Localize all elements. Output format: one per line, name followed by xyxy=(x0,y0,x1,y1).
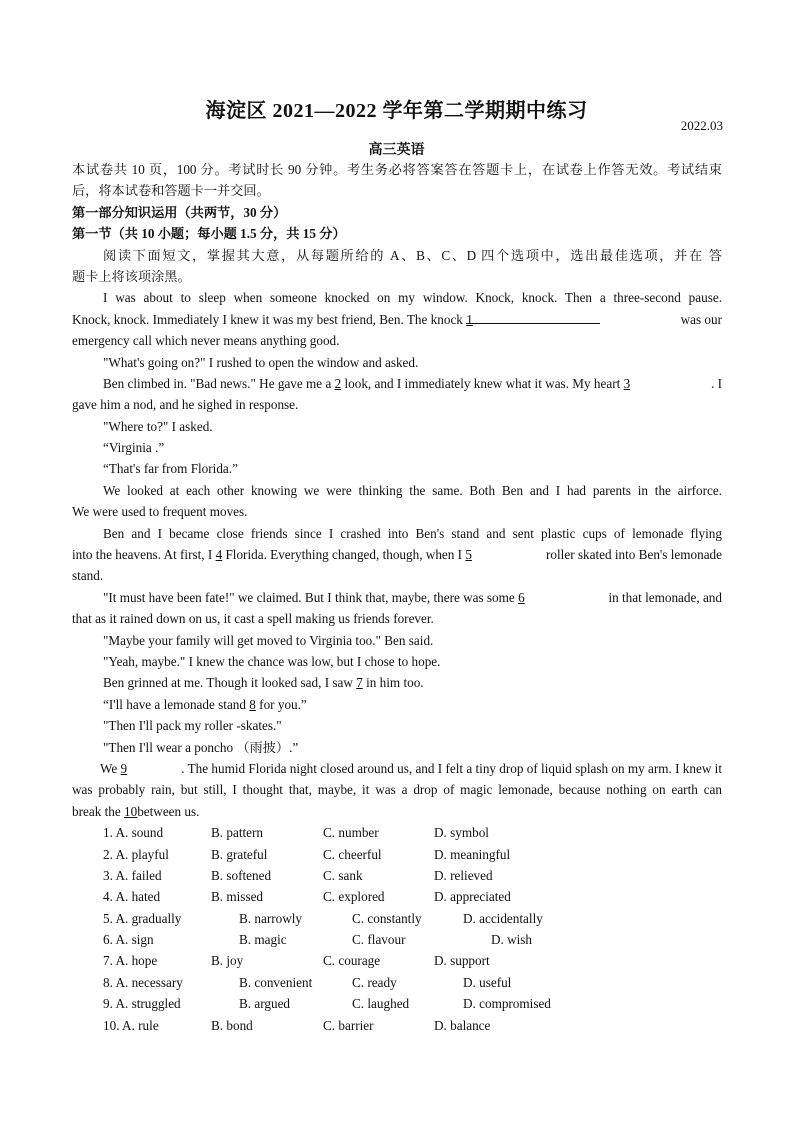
question-row xyxy=(72,908,722,929)
option-b: B. missed xyxy=(211,889,264,905)
option-d: D. compromised xyxy=(463,996,551,1012)
option-a: 5. A. gradually xyxy=(103,910,182,926)
option-d: D. balance xyxy=(434,1017,491,1033)
question-options xyxy=(72,822,722,1036)
question-row xyxy=(72,972,722,993)
option-c: C. barrier xyxy=(323,1017,374,1033)
answer-blank-5: 5 xyxy=(465,547,472,563)
passage-line: Ben climbed in. "Bad news." He gave me a 2 look, and I immediately knew what it was. My heart 3 . I xyxy=(103,375,722,391)
exam-date: 2022.03 xyxy=(680,118,723,133)
passage-line: "What's going on?" I rushed to open the window and asked. xyxy=(103,354,419,370)
option-d: D. useful xyxy=(463,974,512,990)
passage-line: "Yeah, maybe." I knew the chance was low, but I chose to hope. xyxy=(103,653,441,669)
option-c: C. sank xyxy=(323,867,363,883)
answer-blank-8: 8 xyxy=(249,696,256,712)
answer-blank-1: 1 xyxy=(466,309,600,324)
passage-line: "Where to?" I asked. xyxy=(103,418,213,434)
option-c: C. cheerful xyxy=(323,846,382,862)
instructions-line-1: 本试卷共 10 页，100 分。考试时长 90 分钟。考生务必将答案答在答题卡上，在试卷上作答无效。考试结束 xyxy=(72,162,722,177)
answer-blank-10: 10 xyxy=(124,803,138,819)
passage-line: into the heavens. At first, I 4 Florida. Everything changed, though, when I 5 roller skated into Ben's lemonade xyxy=(72,547,722,563)
passage-line: We looked at each other knowing we were thinking the same. Both Ben and I had parents in the airforce. xyxy=(103,482,722,498)
answer-blank-2: 2 xyxy=(334,375,342,391)
option-a: 3. A. failed xyxy=(103,867,162,883)
question-row xyxy=(72,950,722,971)
option-b: B. narrowly xyxy=(239,910,302,926)
option-c: C. laughed xyxy=(352,996,410,1012)
option-a: 4. A. hated xyxy=(103,889,161,905)
passage-line: "Maybe your family will get moved to Virginia too." Ben said. xyxy=(103,632,434,648)
answer-blank-4: 4 xyxy=(215,547,223,563)
option-b: B. argued xyxy=(239,996,291,1012)
passage-line: "Then I'll pack my roller -skates." xyxy=(103,718,282,734)
option-b: B. grateful xyxy=(211,846,268,862)
directions-line-1: 阅读下面短文，掌握其大意，从每题所给的 A、B、C、D 四个选项中，选出最佳选项，并在 答 xyxy=(103,247,722,263)
option-c: C. courage xyxy=(323,953,381,969)
section-heading: 第一节（共 10 小题；每小题 1.5 分，共 15 分） xyxy=(72,226,346,242)
option-d: D. wish xyxy=(491,932,533,948)
exam-body xyxy=(72,159,722,1036)
passage-line: Ben and I became close friends since I crashed into Ben's stand and sent plastic cups of lemonade flying xyxy=(103,525,722,541)
option-a: 2. A. playful xyxy=(103,846,169,862)
part-heading: 第一部分知识运用（共两节，30 分） xyxy=(72,204,287,220)
passage-line: break the 10between us. xyxy=(72,803,200,819)
option-d: D. symbol xyxy=(434,825,489,841)
option-d: D. appreciated xyxy=(434,889,511,905)
answer-blank-6: 6 xyxy=(518,589,525,605)
option-d: D. support xyxy=(434,953,490,969)
passage-line: that as it rained down on us, it cast a spell making us friends forever. xyxy=(72,611,434,627)
option-c: C. explored xyxy=(323,889,385,905)
question-row xyxy=(72,844,722,865)
option-a: 7. A. hope xyxy=(103,953,158,969)
passage-line: "It must have been fate!" we claimed. But I think that, maybe, there was some 6 in that lemonade, and xyxy=(103,589,722,605)
option-c: C. ready xyxy=(352,974,397,990)
question-row xyxy=(72,886,722,907)
option-d: D. meaningful xyxy=(434,846,511,862)
passage-line: "Then I'll wear a poncho （雨披）.” xyxy=(103,739,299,755)
exam-subject: 高三英语 xyxy=(368,143,425,158)
passage-line: stand. xyxy=(72,568,104,584)
option-b: B. joy xyxy=(211,953,244,969)
option-d: D. relieved xyxy=(434,867,493,883)
option-b: B. bond xyxy=(211,1017,253,1033)
question-row xyxy=(72,822,722,843)
option-c: C. constantly xyxy=(352,910,422,926)
passage-line: “Virginia .” xyxy=(103,440,165,456)
option-d: D. accidentally xyxy=(463,910,543,926)
answer-blank-7: 7 xyxy=(356,675,363,691)
question-row xyxy=(72,865,722,886)
option-c: C. number xyxy=(323,825,379,841)
passage-line: We 9 . The humid Florida night closed around us, and I felt a tiny drop of liquid splash on my arm. I knew it xyxy=(100,760,722,776)
passage-line: Ben grinned at me. Though it looked sad, I saw 7 in him too. xyxy=(103,675,424,691)
question-row xyxy=(72,1015,722,1036)
option-c: C. flavour xyxy=(352,932,406,948)
passage-line: I was about to sleep when someone knocked on my window. Knock, knock. Then a three-second pause. xyxy=(103,290,722,306)
answer-blank-3: 3 xyxy=(623,375,631,391)
passage-line: “I'll have a lemonade stand 8 for you.” xyxy=(103,696,307,712)
option-b: B. magic xyxy=(239,932,287,948)
option-a: 6. A. sign xyxy=(103,932,154,948)
passage-line: was probably rain, but still, I thought that, maybe, it was a drop of magic lemonade, because nothing on earth can xyxy=(72,782,722,798)
passage-line: Knock, knock. Immediately I knew it was my best friend, Ben. The knock 1 was our xyxy=(72,309,722,330)
question-row xyxy=(72,993,722,1014)
option-b: B. convenient xyxy=(239,974,313,990)
option-a: 9. A. struggled xyxy=(103,996,181,1012)
passage-line: “That's far from Florida.” xyxy=(103,461,238,477)
option-b: B. pattern xyxy=(211,825,264,841)
option-a: 10. A. rule xyxy=(103,1017,159,1033)
instructions-line-2: 后，将本试卷和答题卡一并交回。 xyxy=(72,183,270,199)
option-b: B. softened xyxy=(211,867,272,883)
option-a: 8. A. necessary xyxy=(103,974,183,990)
passage-line: We were used to frequent moves. xyxy=(72,504,248,520)
passage-line: emergency call which never means anything good. xyxy=(72,333,340,349)
passage-line: gave him a nod, and he sighed in response. xyxy=(72,397,299,413)
answer-blank-9: 9 xyxy=(120,760,128,776)
question-row xyxy=(72,929,722,950)
exam-title: 海淀区 2021—2022 学年第二学期期中练习 xyxy=(205,100,588,122)
option-a: 1. A. sound xyxy=(103,825,164,841)
directions-line-2: 题卡上将该项涂黑。 xyxy=(72,268,191,284)
